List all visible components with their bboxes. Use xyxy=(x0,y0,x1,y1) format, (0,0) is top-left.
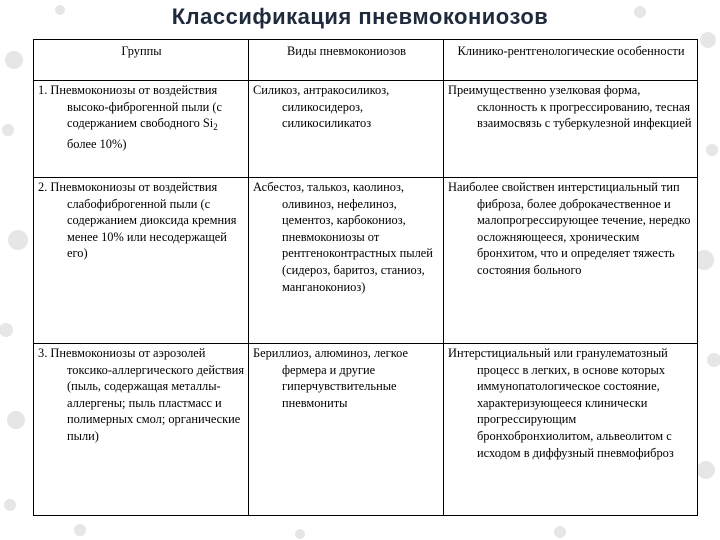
row3-features xyxy=(444,344,698,516)
row1-group-text: 1. Пневмокониозы от воздействия высоко-фиброгенной пыли (с содержанием свободного Si xyxy=(38,83,223,131)
row2-group xyxy=(34,178,249,344)
row2-features-text: Наиболее свойствен интерстициальный тип фиброза, более доброкачественное и малопрогрессирующее течение, нередко осложняющееся, хроническим бронхитом, что и определяет тяжесть состояния больного xyxy=(448,180,691,277)
row1-group-subscript: 2 xyxy=(213,122,218,133)
row3-group-text: 3. Пневмокониозы от аэрозолей токсико-аллергического действия (пыль, содержащая металлы-аллергены; пыль пластмасс и полимерных смол; органические пыли) xyxy=(38,346,245,443)
row3-features-text: Интерстициальный или гранулематозный процесс в легких, в основе которых иммунопатологическое состояние, характеризующееся клинически прогрессирующим бронхобронхиолитом, альвеолитом с исходом в диффузный пневмофиброз xyxy=(448,346,674,460)
table-row xyxy=(34,178,698,344)
slide-title: Классификация пневмокониозов xyxy=(171,4,549,29)
row2-features xyxy=(444,178,698,344)
row1-group-text-end: более 10%) xyxy=(67,136,127,151)
row3-types-text: Бериллиоз, алюминоз, легкое фермера и другие гиперчувствительные пневмониты xyxy=(253,346,408,410)
row1-features-text: Преимущественно узелковая форма, склонность к прогрессированию, тесная взаимосвязь с туберкулезной инфекцией xyxy=(448,83,692,131)
row3-types xyxy=(249,344,444,516)
header-features: Клинико-рентгенологические особенности xyxy=(444,40,698,81)
table-row xyxy=(34,344,698,516)
row2-types-text: Асбестоз, талькоз, каолиноз, оливиноз, нефелиноз, цементоз, карбокониоз, пневмокониозы от рентгеноконтрастных пылей (сидероз, баритоз, станиоз, манганокониоз) xyxy=(253,180,433,294)
row1-features xyxy=(444,81,698,178)
header-types: Виды пневмокониозов xyxy=(249,40,444,81)
row3-group xyxy=(34,344,249,516)
table-row xyxy=(34,81,698,178)
row2-group-text: 2. Пневмокониозы от воздействия слабофиброгенной пыли (с содержанием диоксида кремния менее 10% или несодержащей его) xyxy=(38,180,237,261)
row1-group xyxy=(34,81,249,178)
table-header-row xyxy=(34,40,698,81)
row1-types-text: Силикоз, антракосиликоз, силикосидероз, силикосиликатоз xyxy=(253,83,390,131)
row1-types xyxy=(249,81,444,178)
header-groups: Группы xyxy=(34,40,249,81)
pneumoconiosis-classification-table xyxy=(33,39,698,516)
row2-types xyxy=(249,178,444,344)
